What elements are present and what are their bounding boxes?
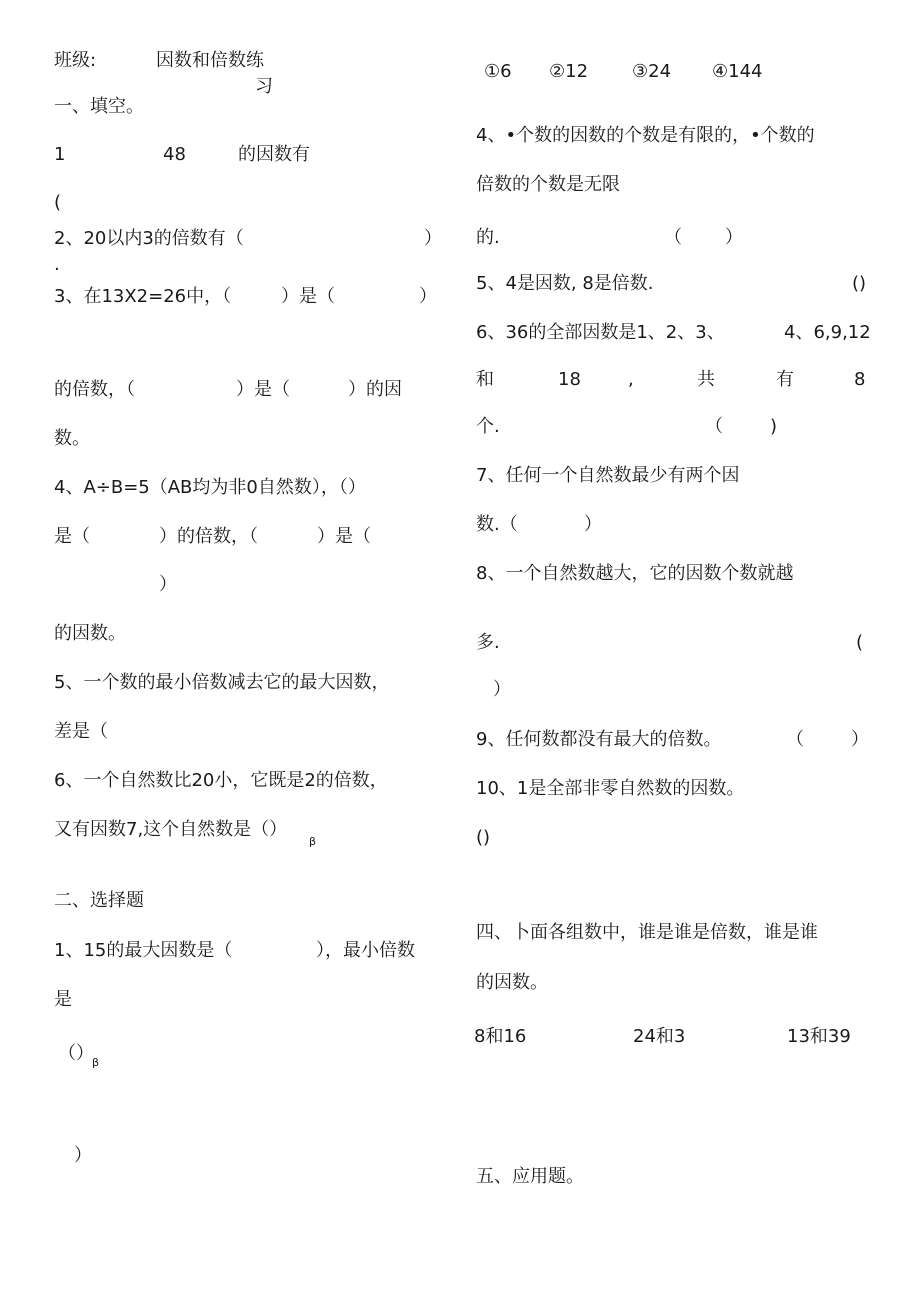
option-4-mark: ④ <box>712 61 729 82</box>
q1-text: 的因数有 <box>238 144 310 165</box>
j6-part-d: 18 <box>558 369 581 390</box>
c1-part-c: 是 <box>54 989 72 1010</box>
j5-part-b: () <box>852 273 867 294</box>
q5-part-a: 5、一个数的最小倍数减去它的最大因数， <box>54 672 390 693</box>
option-1 <box>484 61 512 83</box>
q6-part-a: 6、一个自然数比20小，它既是2的倍数， <box>54 770 388 791</box>
j4-part-c: 的. <box>476 227 500 248</box>
j6-part-e: , <box>628 369 634 390</box>
j4-part-b: 倍数的个数是无限 <box>476 174 620 195</box>
section-application-title: 五、应用题。 <box>476 1166 584 1187</box>
j7-part-a: 7、任何一个自然数最少有两个因 <box>476 465 740 486</box>
q4-part-b: 是（ <box>54 526 90 547</box>
j7-part-c: ） <box>584 514 602 535</box>
q1-number: 1 <box>54 144 66 165</box>
q2-close: ） <box>424 228 442 249</box>
option-2-mark: ② <box>549 61 566 82</box>
j6-part-i: 个. <box>476 416 500 437</box>
q3-part-f: ）的因 <box>348 379 402 400</box>
j9-part-c: ） <box>851 729 869 750</box>
j4-part-d: （ <box>664 227 682 248</box>
q6-part-b: 又有因数7,这个自然数是（） <box>54 819 288 840</box>
j9-part-b: （ <box>786 729 804 750</box>
section-fill-blank-title: 一、填空。 <box>54 96 144 117</box>
j6-part-g: 有 <box>776 369 794 390</box>
j6-part-a: 6、36的全部因数是1、2、3、 <box>476 322 725 343</box>
q3-part-d: 的倍数，（ <box>54 379 135 400</box>
option-1-mark: ① <box>484 61 501 82</box>
q4-part-c: ）的倍数，（ <box>159 526 258 547</box>
option-3-mark: ③ <box>632 61 649 82</box>
c1-part-a: 1、15的最大因数是（ <box>54 940 233 961</box>
c1-subscript: β <box>92 1056 100 1069</box>
j6-part-k: ) <box>770 416 778 437</box>
pair-1: 8和16 <box>474 1026 527 1047</box>
q3-part-g: 数。 <box>54 428 90 449</box>
q4-part-d: ）是（ <box>317 526 371 547</box>
c1-part-d: （） <box>58 1043 94 1064</box>
q1-value: 48 <box>163 144 186 165</box>
worksheet-title-continued: 习 <box>255 76 273 97</box>
option-2 <box>549 61 588 83</box>
q2-dot: . <box>54 254 60 275</box>
section-choice-title: 二、选择题 <box>54 890 144 911</box>
c1-part-b: ），最小倍数 <box>316 940 415 961</box>
option-4 <box>712 61 763 83</box>
q4-part-f: 的因数。 <box>54 623 126 644</box>
q3-part-b: ）是（ <box>281 286 335 307</box>
j9-part-a: 9、任何数都没有最大的倍数。 <box>476 729 722 750</box>
j10-part-b: () <box>476 827 491 848</box>
class-label: 班级: <box>54 50 97 71</box>
q3-part-e: ）是（ <box>236 379 290 400</box>
section-4-line-1: 四、卜面各组数中，谁是谁是倍数，谁是谁 <box>476 922 818 943</box>
j5-part-a: 5、4是因数, 8是倍数. <box>476 273 654 294</box>
q1-paren: ( <box>54 192 62 213</box>
j4-part-a: 4、•个数的因数的个数是有限的，•个数的 <box>476 125 815 146</box>
section-4-line-2: 的因数。 <box>476 972 548 993</box>
c1-part-e: ） <box>74 1145 92 1166</box>
q5-part-b: 差是（ <box>54 721 108 742</box>
q6-subscript: β <box>309 835 317 848</box>
j6-part-h: 8 <box>854 369 866 390</box>
j4-part-e: ） <box>725 227 743 248</box>
q3-part-a: 3、在13X2=26中，（ <box>54 286 232 307</box>
j7-part-b: 数.（ <box>476 514 518 535</box>
option-1-value: 6 <box>500 61 512 82</box>
option-3 <box>632 61 671 83</box>
option-2-value: 12 <box>565 61 589 82</box>
q4-part-e: ） <box>159 574 177 595</box>
j8-part-d: ） <box>493 679 511 700</box>
pair-3: 13和39 <box>787 1026 851 1047</box>
pair-2: 24和3 <box>633 1026 686 1047</box>
option-3-value: 24 <box>648 61 672 82</box>
option-4-value: 144 <box>728 61 763 82</box>
j6-part-b: 4、6,9,12 <box>784 322 871 343</box>
j8-part-b: 多. <box>476 632 500 653</box>
j6-part-j: （ <box>705 416 723 437</box>
j10-part-a: 10、1是全部非零自然数的因数。 <box>476 778 745 799</box>
j6-part-f: 共 <box>697 369 715 390</box>
j6-part-c: 和 <box>476 369 494 390</box>
q4-part-a: 4、A÷B=5（AB均为非0自然数），（） <box>54 477 366 498</box>
j8-part-a: 8、一个自然数越大，它的因数个数就越 <box>476 563 794 584</box>
j8-part-c: ( <box>856 632 864 653</box>
q3-part-c: ） <box>419 286 437 307</box>
worksheet-title: 因数和倍数练 <box>156 50 264 71</box>
q2-text: 2、20以内3的倍数有（ <box>54 228 244 249</box>
